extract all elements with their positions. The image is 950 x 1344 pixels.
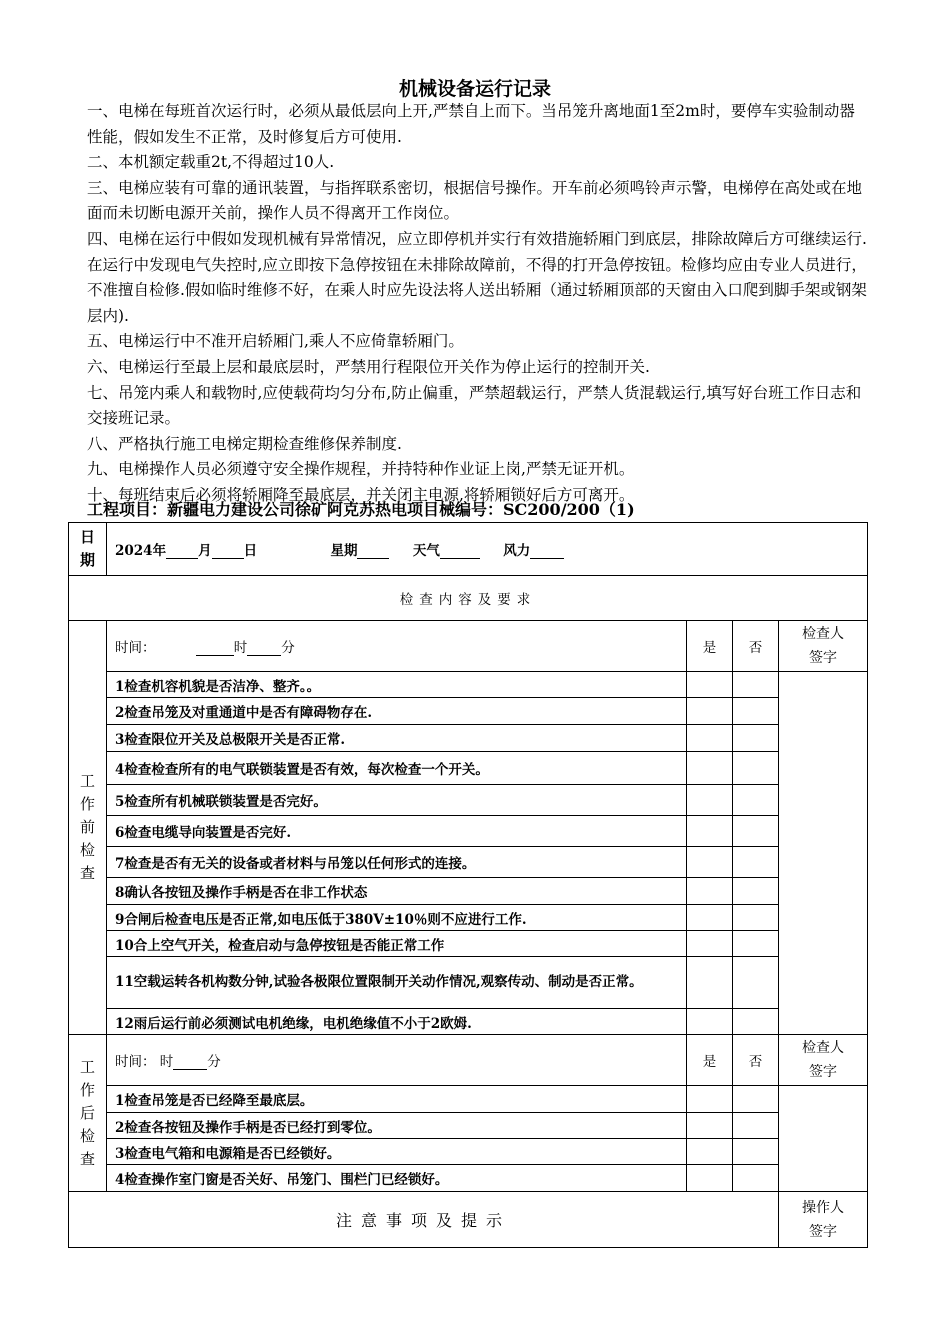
no-cell[interactable] xyxy=(733,785,779,816)
post-inspector-sign-cell[interactable] xyxy=(779,1086,868,1192)
no-cell[interactable] xyxy=(733,957,779,1009)
pre-item: 1检查机容机貌是否洁净、整齐。。 xyxy=(107,672,687,698)
pre-yes-header: 是 xyxy=(687,621,733,672)
no-cell[interactable] xyxy=(733,752,779,785)
date-row xyxy=(107,523,868,576)
notes-header: 注意事项及提示 xyxy=(69,1192,779,1248)
operator-sign-text: 操作人签字 xyxy=(802,1199,845,1240)
pre-work-label xyxy=(69,621,107,1035)
pre-inspector-sign-cell[interactable] xyxy=(779,672,868,1035)
post-minute-blank[interactable] xyxy=(173,1055,207,1070)
section-header: 检查内容及要求 xyxy=(69,576,868,621)
day-blank[interactable] xyxy=(212,544,244,559)
pre-item: 9合闸后检查电压是否正常,如电压低于380V±10％则不应进行工作. xyxy=(107,905,687,931)
no-cell[interactable] xyxy=(733,847,779,878)
weather-text: 天气 xyxy=(412,543,440,559)
yes-cell[interactable] xyxy=(687,1165,733,1192)
inspection-table xyxy=(68,522,868,1248)
pre-minute-blank[interactable] xyxy=(247,641,281,656)
yes-cell[interactable] xyxy=(687,698,733,725)
date-label xyxy=(69,523,107,576)
pre-hour-text: 时 xyxy=(233,640,248,656)
project-line: 工程项目：新疆电力建设公司徐矿阿克苏热电项目械编号：SC200/200（1) xyxy=(87,500,635,519)
rule-item: 四、电梯在运行中假如发现机械有异常情况，应立即停机并实行有效措施轿厢门到底层，排除故障后方可继续运行.在运行中发现电气失控时,应立即按下急停按钮在未排除故障前，不得的打开急停按钮。检修均应由专业人员进行，不准擅自检修.假如临时维修不好，在乘人时应先设法将人送出轿厢（通过轿厢顶部的天窗由入口爬到脚手架或钢架层内). xyxy=(87,229,867,325)
yes-cell[interactable] xyxy=(687,672,733,698)
rule-item: 九、电梯操作人员必须遵守安全操作规程，并持特种作业证上岗,严禁无证开机。 xyxy=(87,460,635,479)
pre-time-label: 时间： xyxy=(115,640,156,656)
no-cell[interactable] xyxy=(733,725,779,752)
pre-inspector-sign-header xyxy=(779,621,868,672)
pre-no-header: 否 xyxy=(733,621,779,672)
weather-blank[interactable] xyxy=(440,544,480,559)
month-text: 月 xyxy=(198,543,212,559)
pre-item: 11空载运转各机构数分钟,试验各极限位置限制开关动作情况,观察传动、制动是否正常。 xyxy=(107,957,687,1009)
no-cell[interactable] xyxy=(733,1139,779,1165)
yes-cell[interactable] xyxy=(687,847,733,878)
weekday-blank[interactable] xyxy=(357,544,389,559)
rule-item: 十、每班结束后必须将轿厢降至最底层，并关闭主电源,将轿厢锁好后方可离开。 xyxy=(87,485,635,504)
wind-blank[interactable] xyxy=(530,544,564,559)
yes-cell[interactable] xyxy=(687,1113,733,1139)
pre-item: 5检查所有机械联锁装置是否完好。 xyxy=(107,785,687,816)
day-text: 日 xyxy=(243,543,258,559)
post-inspector-sign-header xyxy=(779,1035,868,1086)
no-cell[interactable] xyxy=(733,1009,779,1035)
date-label-text: 日期 xyxy=(79,528,95,569)
post-item: 4检查操作室门窗是否关好、吊笼门、围栏门已经锁好。 xyxy=(107,1165,687,1192)
pre-item: 12雨后运行前必须测试电机绝缘，电机绝缘值不小于2欧姆. xyxy=(107,1009,687,1035)
pre-time-row xyxy=(107,621,687,672)
yes-cell[interactable] xyxy=(687,905,733,931)
post-work-label-text: 工作后检查 xyxy=(79,1057,95,1168)
yes-cell[interactable] xyxy=(687,816,733,847)
rule-item: 五、电梯运行中不准开启轿厢门,乘人不应倚靠轿厢门。 xyxy=(87,332,464,351)
yes-cell[interactable] xyxy=(687,1086,733,1113)
yes-cell[interactable] xyxy=(687,1009,733,1035)
post-hour-text: 时 xyxy=(159,1054,174,1070)
post-time-label: 时间： xyxy=(115,1054,156,1070)
pre-item: 2检查吊笼及对重通道中是否有障碍物存在. xyxy=(107,698,687,725)
post-item: 3检查电气箱和电源箱是否已经锁好。 xyxy=(107,1139,687,1165)
operator-sign-header xyxy=(779,1192,868,1248)
yes-cell[interactable] xyxy=(687,931,733,957)
post-item: 2检查各按钮及操作手柄是否已经打到零位。 xyxy=(107,1113,687,1139)
yes-cell[interactable] xyxy=(687,752,733,785)
safety-rules xyxy=(87,99,867,509)
no-cell[interactable] xyxy=(733,905,779,931)
rule-item: 三、电梯应装有可靠的通讯装置，与指挥联系密切，根据信号操作。开车前必须鸣铃声示警，电梯停在高处或在地面而未切断电源开关前，操作人员不得离开工作岗位。 xyxy=(87,178,863,223)
wind-text: 风力 xyxy=(503,543,531,559)
pre-work-label-text: 工作前检查 xyxy=(79,772,95,882)
yes-cell[interactable] xyxy=(687,725,733,752)
rule-item: 七、吊笼内乘人和载物时,应使载荷均匀分布,防止偏重，严禁超载运行，严禁人货混载运行,填写好台班工作日志和交接班记录。 xyxy=(87,383,862,428)
rule-item: 一、电梯在每班首次运行时，必须从最低层向上开,严禁自上而下。当吊笼升离地面1至2m时，要停车实验制动器性能，假如发生不正常，及时修复后方可使用. xyxy=(87,102,855,146)
no-cell[interactable] xyxy=(733,1165,779,1192)
yes-cell[interactable] xyxy=(687,1139,733,1165)
post-minute-text: 分 xyxy=(207,1054,221,1070)
yes-cell[interactable] xyxy=(687,878,733,905)
rule-item: 二、本机额定载重2t,不得超过10人. xyxy=(87,153,335,172)
pre-item: 7检查是否有无关的设备或者材料与吊笼以任何形式的连接。 xyxy=(107,847,687,878)
year-text: 2024年 xyxy=(115,543,167,559)
pre-item: 6检查电缆导向装置是否完好. xyxy=(107,816,687,847)
rule-item: 八、严格执行施工电梯定期检查维修保养制度. xyxy=(87,434,402,453)
yes-cell[interactable] xyxy=(687,957,733,1009)
post-item: 1检查吊笼是否已经降至最底层。 xyxy=(107,1086,687,1113)
yes-cell[interactable] xyxy=(687,785,733,816)
no-cell[interactable] xyxy=(733,672,779,698)
pre-item: 3检查限位开关及总极限开关是否正常. xyxy=(107,725,687,752)
post-work-label xyxy=(69,1035,107,1192)
pre-item: 10合上空气开关，检查启动与急停按钮是否能正常工作 xyxy=(107,931,687,957)
weekday-text: 星期 xyxy=(330,543,358,559)
pre-inspector-sign-text: 检查人签字 xyxy=(802,626,845,666)
no-cell[interactable] xyxy=(733,878,779,905)
no-cell[interactable] xyxy=(733,1086,779,1113)
no-cell[interactable] xyxy=(733,698,779,725)
post-inspector-sign-text: 检查人签字 xyxy=(802,1040,845,1080)
no-cell[interactable] xyxy=(733,1113,779,1139)
post-no-header: 否 xyxy=(733,1035,779,1086)
no-cell[interactable] xyxy=(733,931,779,957)
document-title: 机械设备运行记录 xyxy=(398,78,551,100)
post-time-row xyxy=(107,1035,687,1086)
pre-minute-text: 分 xyxy=(281,640,295,656)
post-yes-header: 是 xyxy=(687,1035,733,1086)
pre-hour-blank[interactable] xyxy=(196,641,234,656)
rule-item: 六、电梯运行至最上层和最底层时，严禁用行程限位开关作为停止运行的控制开关. xyxy=(87,357,650,376)
pre-item: 4检查检查所有的电气联锁装置是否有效，每次检查一个开关。 xyxy=(107,752,687,785)
pre-item: 8确认各按钮及操作手柄是否在非工作状态 xyxy=(107,878,687,905)
month-blank[interactable] xyxy=(166,544,198,559)
no-cell[interactable] xyxy=(733,816,779,847)
